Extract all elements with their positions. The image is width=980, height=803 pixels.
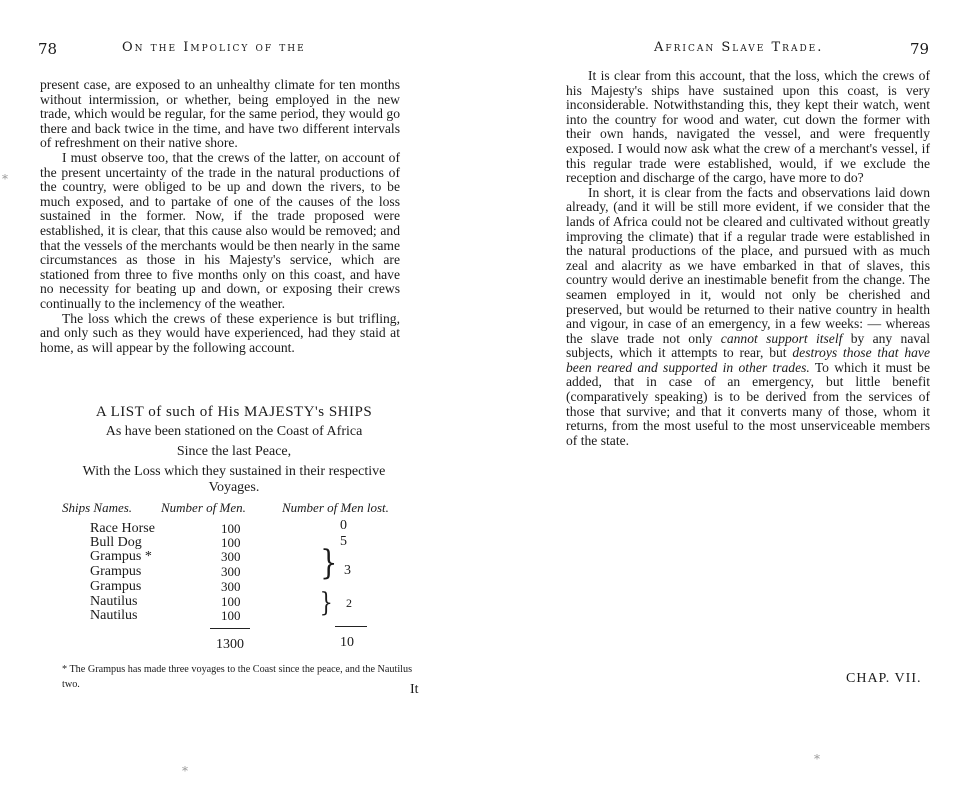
- footnote: * The Grampus has made three voyages to the Coast since the peace, and the Nautilus two.: [62, 664, 413, 690]
- chapter-catchword: CHAP. VII.: [846, 671, 922, 686]
- list-title-line: With the Loss which they sustained in their respective: [82, 464, 386, 479]
- paragraph-text: To which it must be added, that in case of an emergency, but little benefit (comparatively speaking) is to be derived from the services of those that survive; and that it converts many of those, whom it returns, from the most useful to the most unserviceable members of the state.: [566, 359, 930, 448]
- italic-phrase: cannot support itself: [720, 330, 843, 346]
- table-cell-ship: Grampus: [90, 564, 142, 579]
- table-cell-men: 300: [221, 549, 241, 564]
- list-title-line: Voyages.: [208, 480, 260, 495]
- right-page: [490, 0, 980, 803]
- table-cell-men: 100: [221, 535, 241, 550]
- table-cell-men: 100: [221, 521, 241, 536]
- table-cell-lost: 5: [340, 534, 347, 549]
- table-cell-men: 100: [221, 608, 241, 623]
- brace-icon: }: [319, 588, 333, 618]
- table-cell-men: 100: [221, 594, 241, 609]
- right-body-text: [566, 69, 930, 448]
- table-cell-men: 300: [221, 579, 241, 594]
- list-title-line: As have been stationed on the Coast of Africa: [105, 424, 363, 439]
- table-cell-men: 300: [221, 564, 241, 579]
- table-cell-ship: Bull Dog: [90, 535, 142, 550]
- table-cell-lost: 0: [340, 518, 347, 533]
- total-lost: 10: [340, 635, 354, 650]
- column-header-men: Number of Men.: [161, 500, 246, 515]
- paragraph: [566, 186, 930, 449]
- total-men: 1300: [216, 637, 244, 652]
- table-cell-ship: Nautilus: [90, 594, 138, 609]
- smudge-mark: *: [182, 764, 188, 778]
- column-header-ships: Ships Names.: [62, 500, 133, 515]
- page-number-left: 78: [38, 40, 58, 58]
- smudge-mark: *: [814, 752, 820, 766]
- paragraph-text: In short, it is clear from the facts and observations laid down already, (and it will be still more evident, if we consider that the lands of Africa could not be cleared and cultivated without greatly improving the climate) that if a regular trade were established in the natural productions of the place, and pursued with as much zeal and alacrity as we have embarked in that of slaves, this country would derive an inestimable benefit from the change. The seamen employed in it, would not only be cherished and preserved, but would be returned to their native country in health and vigour, in case of an emergency, in a few weeks: — whereas the slave trade not only: [566, 184, 930, 346]
- column-header-lost: Number of Men lost.: [282, 500, 389, 515]
- table-cell-ship: Grampus *: [90, 549, 152, 564]
- table-cell-ship: Grampus: [90, 579, 142, 594]
- table-cell-ship: Race Horse: [90, 521, 155, 536]
- table-cell-ship: Nautilus: [90, 608, 138, 623]
- paragraph: The loss which the crews of these experience is but trifling, and only such as they would have experienced, had they staid at home, as will appear by the following account.: [40, 310, 400, 355]
- table-cell-lost: 3: [344, 563, 351, 578]
- paragraph: I must observe too, that the crews of the latter, on account of the present uncertainty of the trade in the natural productions of the country, were obliged to be up and down the rivers, to be much exposed, and to partake of one of the causes of the loss sustained in the former. Now, if the trade proposed were established, it is clear, that this cause also would be removed; and that the vessels of the merchants would be then nearly in the same circumstances as those in his Majesty's service, which are stationed from three to five months only on this coast, and have no necessity for beating up and down, or exposing their crews continually to the inclemency of the weather.: [40, 149, 400, 311]
- page-number-right: 79: [910, 40, 930, 58]
- paragraph: It is clear from this account, that the loss, which the crews of his Majesty's ships have sustained upon this coast, is very inconsiderable. Notwithstanding this, they kept their watch, went into the country for wood and water, cut down the former with their own hands, navigated the vessel, and were frequently exposed. I would now ask what the crew of a merchant's vessel, if this regular trade were established, would, if we exclude the reception and discharge of the cargo, have more to do?: [566, 68, 930, 186]
- sum-rule: [335, 626, 367, 627]
- table-cell-lost: 2: [346, 596, 352, 610]
- brace-icon: }: [320, 543, 338, 583]
- left-body-text: [40, 78, 400, 355]
- smudge-mark: *: [2, 172, 8, 186]
- italic-phrase: destroys those that have been reared and supported in other trades.: [566, 345, 930, 375]
- paragraph: present case, are exposed to an unhealthy climate for ten months without intermission, or whether, being employed in the new trade, which would be regular, for the same period, they would go there and back twice in the time, and have two different intervals of refreshment on their native shore.: [40, 77, 400, 151]
- sum-rule: [210, 628, 250, 629]
- list-title-line: Since the last Peace,: [176, 444, 292, 459]
- running-head-left: On the Impolicy of the: [122, 40, 306, 55]
- catchword: It: [410, 682, 419, 697]
- list-title-line: A LIST of such of His MAJESTY's SHIPS: [95, 404, 373, 420]
- paragraph-text: by any naval subjects, which it attempts to rear, but: [566, 330, 930, 361]
- running-head-right: African Slave Trade.: [654, 40, 824, 55]
